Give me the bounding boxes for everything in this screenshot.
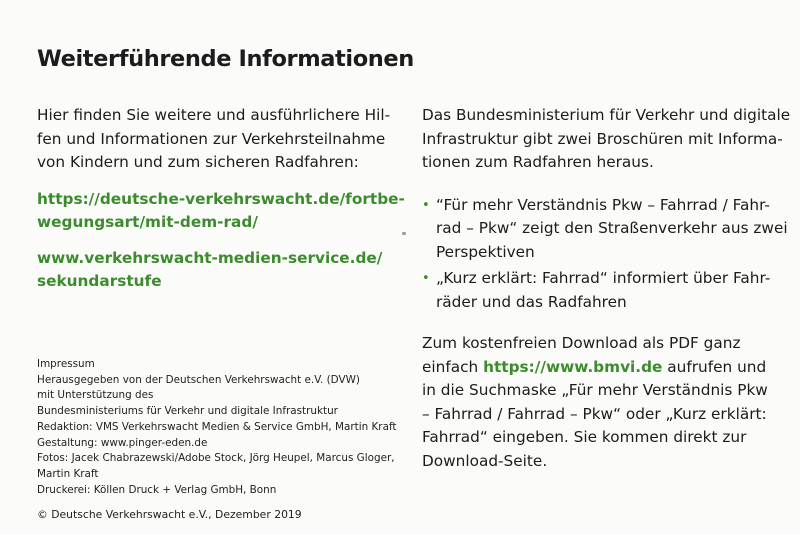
imprint <box>37 357 397 498</box>
link-line[interactable]: wegungsart/mit-dem-rad/ <box>37 213 258 231</box>
link-verkehrswacht-rad[interactable] <box>37 188 405 235</box>
link-bmvi[interactable]: https://www.bmvi.de <box>483 357 663 376</box>
list-item-line: rad – Pkw“ zeigt den Straßenverkehr aus zwei <box>436 219 788 237</box>
right-intro <box>422 104 792 175</box>
link-medien-service[interactable] <box>37 247 387 294</box>
download-text: einfach <box>422 357 484 376</box>
download-line: in die Suchmaske „Für mehr Verständnis Pkw <box>422 381 768 399</box>
left-intro <box>37 104 391 175</box>
left-intro-line: fen und Informationen zur Verkehrsteilnahme <box>37 129 386 148</box>
right-intro-line: Das Bundesministerium für Verkehr und digitale <box>422 106 791 124</box>
paper-speck <box>402 232 406 235</box>
left-intro-line: von Kindern und zum sicheren Radfahren: <box>37 153 359 171</box>
right-intro-line: Infrastruktur gibt zwei Broschüren mit Informa- <box>422 129 783 148</box>
page-heading: Weiterführende Informationen <box>37 46 414 72</box>
right-intro-line: tionen zum Radfahren heraus. <box>422 153 654 171</box>
list-item-line: “Für mehr Verständnis Pkw – Fahrrad / Fahr- <box>436 195 770 214</box>
imprint-line: Bundesministeriums für Verkehr und digitale Infrastruktur <box>37 405 338 418</box>
imprint-line: Herausgegeben von der Deutschen Verkehrswacht e.V. (DVW) <box>37 373 360 386</box>
imprint-line: Fotos: Jacek Chabrazewski/Adobe Stock, Jörg Heupel, Marcus Gloger, <box>37 452 395 465</box>
download-line <box>422 356 792 380</box>
imprint-line: Druckerei: Köllen Druck + Verlag GmbH, Bonn <box>37 483 277 496</box>
download-line: Zum kostenfreien Download als PDF ganz <box>422 334 741 352</box>
imprint-line: Redaktion: VMS Verkehrswacht Medien & Service GmbH, Martin Kraft <box>37 420 397 433</box>
list-item-line: „Kurz erklärt: Fahrrad“ informiert über Fahr- <box>436 269 771 287</box>
list-item-line: Perspektiven <box>436 242 535 261</box>
link-line[interactable]: www.verkehrswacht-medien-service.de/ <box>37 248 383 267</box>
imprint-line: Martin Kraft <box>37 467 99 480</box>
right-column <box>422 104 792 473</box>
imprint-line: Gestaltung: www.pinger-eden.de <box>37 436 208 449</box>
brochure-list <box>422 194 792 315</box>
list-item <box>422 194 792 265</box>
list-item <box>422 267 792 314</box>
left-column <box>37 104 405 294</box>
bullet-icon: • <box>422 271 430 286</box>
imprint-line: mit Unterstützung des <box>37 389 154 402</box>
download-line: Download-Seite. <box>422 451 548 470</box>
link-line[interactable]: sekundarstufe <box>37 272 162 290</box>
download-paragraph <box>422 332 792 473</box>
download-line: – Fahrrad / Fahrrad – Pkw“ oder „Kurz erklärt: <box>422 404 767 423</box>
list-item-line: räder und das Radfahren <box>436 292 627 311</box>
link-line[interactable]: https://deutsche-verkehrswacht.de/fortbe- <box>37 189 405 208</box>
imprint-line: Impressum <box>37 358 95 370</box>
copyright: © Deutsche Verkehrswacht e.V., Dezember 2019 <box>37 508 302 521</box>
download-text: aufrufen und <box>662 357 767 376</box>
bullet-icon: • <box>422 197 430 213</box>
download-line: Fahrrad“ eingeben. Sie kommen direkt zur <box>422 428 747 446</box>
left-intro-line: Hier finden Sie weitere und ausführlichere Hil- <box>37 106 391 124</box>
